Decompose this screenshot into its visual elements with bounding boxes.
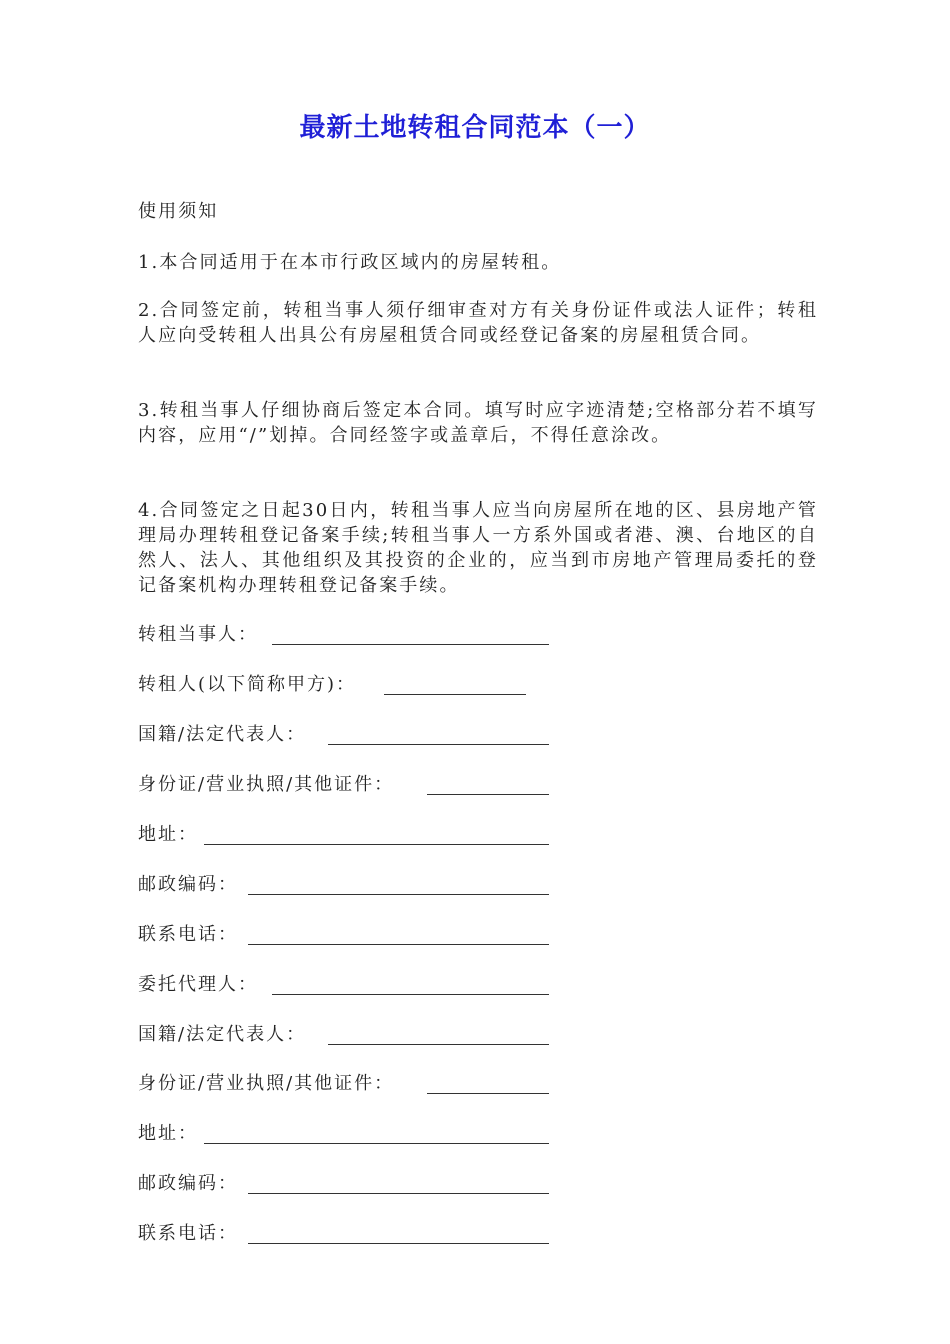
field-label: 地址：: [138, 1123, 198, 1144]
blank-line[interactable]: [204, 844, 549, 845]
blank-line[interactable]: [328, 744, 549, 745]
blank-line[interactable]: [248, 944, 549, 945]
blank-line[interactable]: [427, 1093, 549, 1094]
notice-item-4: 4.合同签定之日起30日内，转租当事人应当向房屋所在地的区、县房地产管理局办理转租登记备案手续;转租当事人一方系外国或者港、澳、台地区的自然人、法人、其他组织及其投资的企业的，应当到市房地产管理局委托的登记备案机构办理转租登记备案手续。: [138, 500, 818, 596]
notice-heading: 使用须知: [138, 201, 219, 222]
field-label: 国籍/法定代表人：: [138, 1024, 307, 1045]
field-phone-2: [138, 1221, 238, 1247]
blank-line[interactable]: [272, 644, 549, 645]
blank-line[interactable]: [204, 1143, 549, 1144]
blank-line[interactable]: [248, 1243, 549, 1244]
field-label: 转租当事人：: [138, 624, 258, 645]
blank-line[interactable]: [427, 794, 549, 795]
field-nationality-legal-rep: [138, 722, 306, 748]
blank-line[interactable]: [248, 894, 549, 895]
field-label: 邮政编码：: [138, 1173, 238, 1194]
blank-line[interactable]: [384, 694, 526, 695]
notice-item-1: 1.本合同适用于在本市行政区域内的房屋转租。: [138, 252, 562, 273]
field-postal-code-2: [138, 1171, 238, 1197]
notice-item-3: 3.转租当事人仔细协商后签定本合同。填写时应字迹清楚;空格部分若不填写内容，应用“/”划掉。合同经签字或盖章后，不得任意涂改。: [138, 400, 818, 446]
field-postal-code: [138, 872, 238, 898]
field-label: 邮政编码：: [138, 874, 238, 895]
field-id-license: [138, 772, 394, 798]
field-label: 身份证/营业执照/其他证件：: [138, 774, 395, 795]
field-sublessor-party-a: [138, 672, 356, 698]
field-address: [138, 822, 198, 848]
field-label: 联系电话：: [138, 924, 238, 945]
field-label: 委托代理人：: [138, 974, 258, 995]
field-label: 国籍/法定代表人：: [138, 724, 307, 745]
field-phone: [138, 922, 238, 948]
notice-item-2: 2.合同签定前，转租当事人须仔细审查对方有关身份证件或法人证件；转租人应向受转租人出具公有房屋租赁合同或经登记备案的房屋租赁合同。: [138, 300, 818, 346]
field-label: 身份证/营业执照/其他证件：: [138, 1073, 395, 1094]
document-title: 最新土地转租合同范本（一）: [299, 113, 651, 143]
field-id-license-2: [138, 1071, 394, 1097]
field-address-2: [138, 1121, 198, 1147]
field-label: 转租人(以下简称甲方)：: [138, 674, 357, 695]
field-agent: [138, 972, 258, 998]
blank-line[interactable]: [248, 1193, 549, 1194]
blank-line[interactable]: [328, 1044, 549, 1045]
field-nationality-legal-rep-2: [138, 1022, 306, 1048]
field-label: 联系电话：: [138, 1223, 238, 1244]
blank-line[interactable]: [272, 994, 549, 995]
field-sublease-party: [138, 622, 258, 648]
field-label: 地址：: [138, 824, 198, 845]
